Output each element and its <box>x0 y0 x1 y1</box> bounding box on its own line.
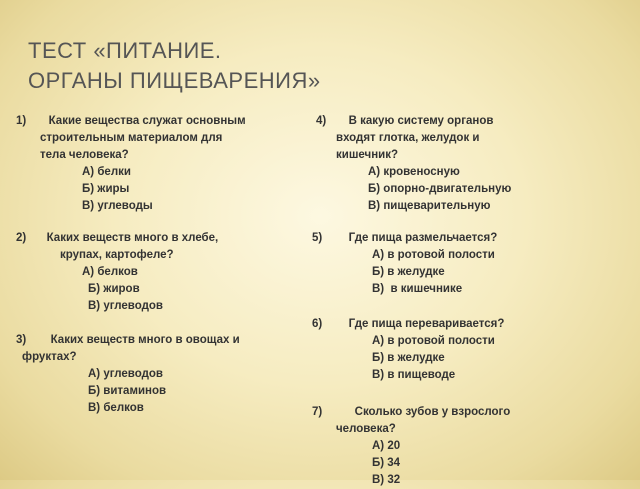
answer-option: В) пищеварительную <box>368 200 491 212</box>
question-text: Сколько зубов у взрослого <box>354 406 511 418</box>
title-line-1: ТЕСТ «ПИТАНИЕ. <box>28 38 222 63</box>
question-number: 1) <box>16 115 27 127</box>
answer-option: Б) в желудке <box>372 266 445 278</box>
question-text-cont: человека? <box>336 423 396 435</box>
answer-option: А) углеводов <box>88 368 163 380</box>
answer-option: В) в пищеводе <box>372 369 456 381</box>
answer-option: А) кровеносную <box>368 166 460 178</box>
answer-option: Б) в желудке <box>372 352 445 364</box>
question-text: Где пища размельчается? <box>348 232 498 244</box>
question-text-cont: тела человека? <box>40 149 129 161</box>
title-line-2: ОРГАНЫ ПИЩЕВАРЕНИЯ» <box>28 68 321 93</box>
question-text: Какие вещества служат основным <box>48 115 246 127</box>
question-text: Где пища переваривается? <box>348 318 505 330</box>
question-number: 5) <box>312 232 323 244</box>
question-7 <box>312 404 622 489</box>
slide-title <box>28 36 321 96</box>
question-3 <box>16 332 306 417</box>
question-2 <box>16 230 306 315</box>
answer-option: В) углеводов <box>88 300 163 312</box>
question-text-cont: кишечник? <box>336 149 398 161</box>
question-5 <box>312 230 622 298</box>
answer-option: В) углеводы <box>82 200 153 212</box>
answer-option: В) 32 <box>372 474 401 486</box>
question-text-cont: фруктах? <box>22 351 77 363</box>
question-text: Каких веществ много в хлебе, <box>46 232 219 244</box>
question-text-cont: крупах, картофеле? <box>60 249 174 261</box>
question-6 <box>312 316 622 384</box>
answer-option: А) в ротовой полости <box>372 249 495 261</box>
question-number: 6) <box>312 318 323 330</box>
answer-option: В) белков <box>88 402 144 414</box>
question-number: 2) <box>16 232 27 244</box>
answer-option: Б) жиров <box>88 283 140 295</box>
answer-option: А) в ротовой полости <box>372 335 495 347</box>
answer-option: Б) витаминов <box>88 385 167 397</box>
question-number: 7) <box>312 406 323 418</box>
question-text: В какую систему органов <box>348 115 494 127</box>
question-4 <box>316 113 626 215</box>
question-text-cont: строительным материалом для <box>40 132 223 144</box>
answer-option: А) 20 <box>372 440 401 452</box>
question-text-cont: входят глотка, желудок и <box>336 132 480 144</box>
question-1 <box>16 113 306 215</box>
question-number: 4) <box>316 115 327 127</box>
answer-option: Б) жиры <box>82 183 130 195</box>
answer-option: Б) 34 <box>372 457 401 469</box>
answer-option: В) в кишечнике <box>372 283 463 295</box>
answer-option: А) белков <box>82 266 138 278</box>
answer-option: Б) опорно-двигательную <box>368 183 512 195</box>
answer-option: А) белки <box>82 166 131 178</box>
question-text: Каких веществ много в овощах и <box>50 334 240 346</box>
question-number: 3) <box>16 334 27 346</box>
